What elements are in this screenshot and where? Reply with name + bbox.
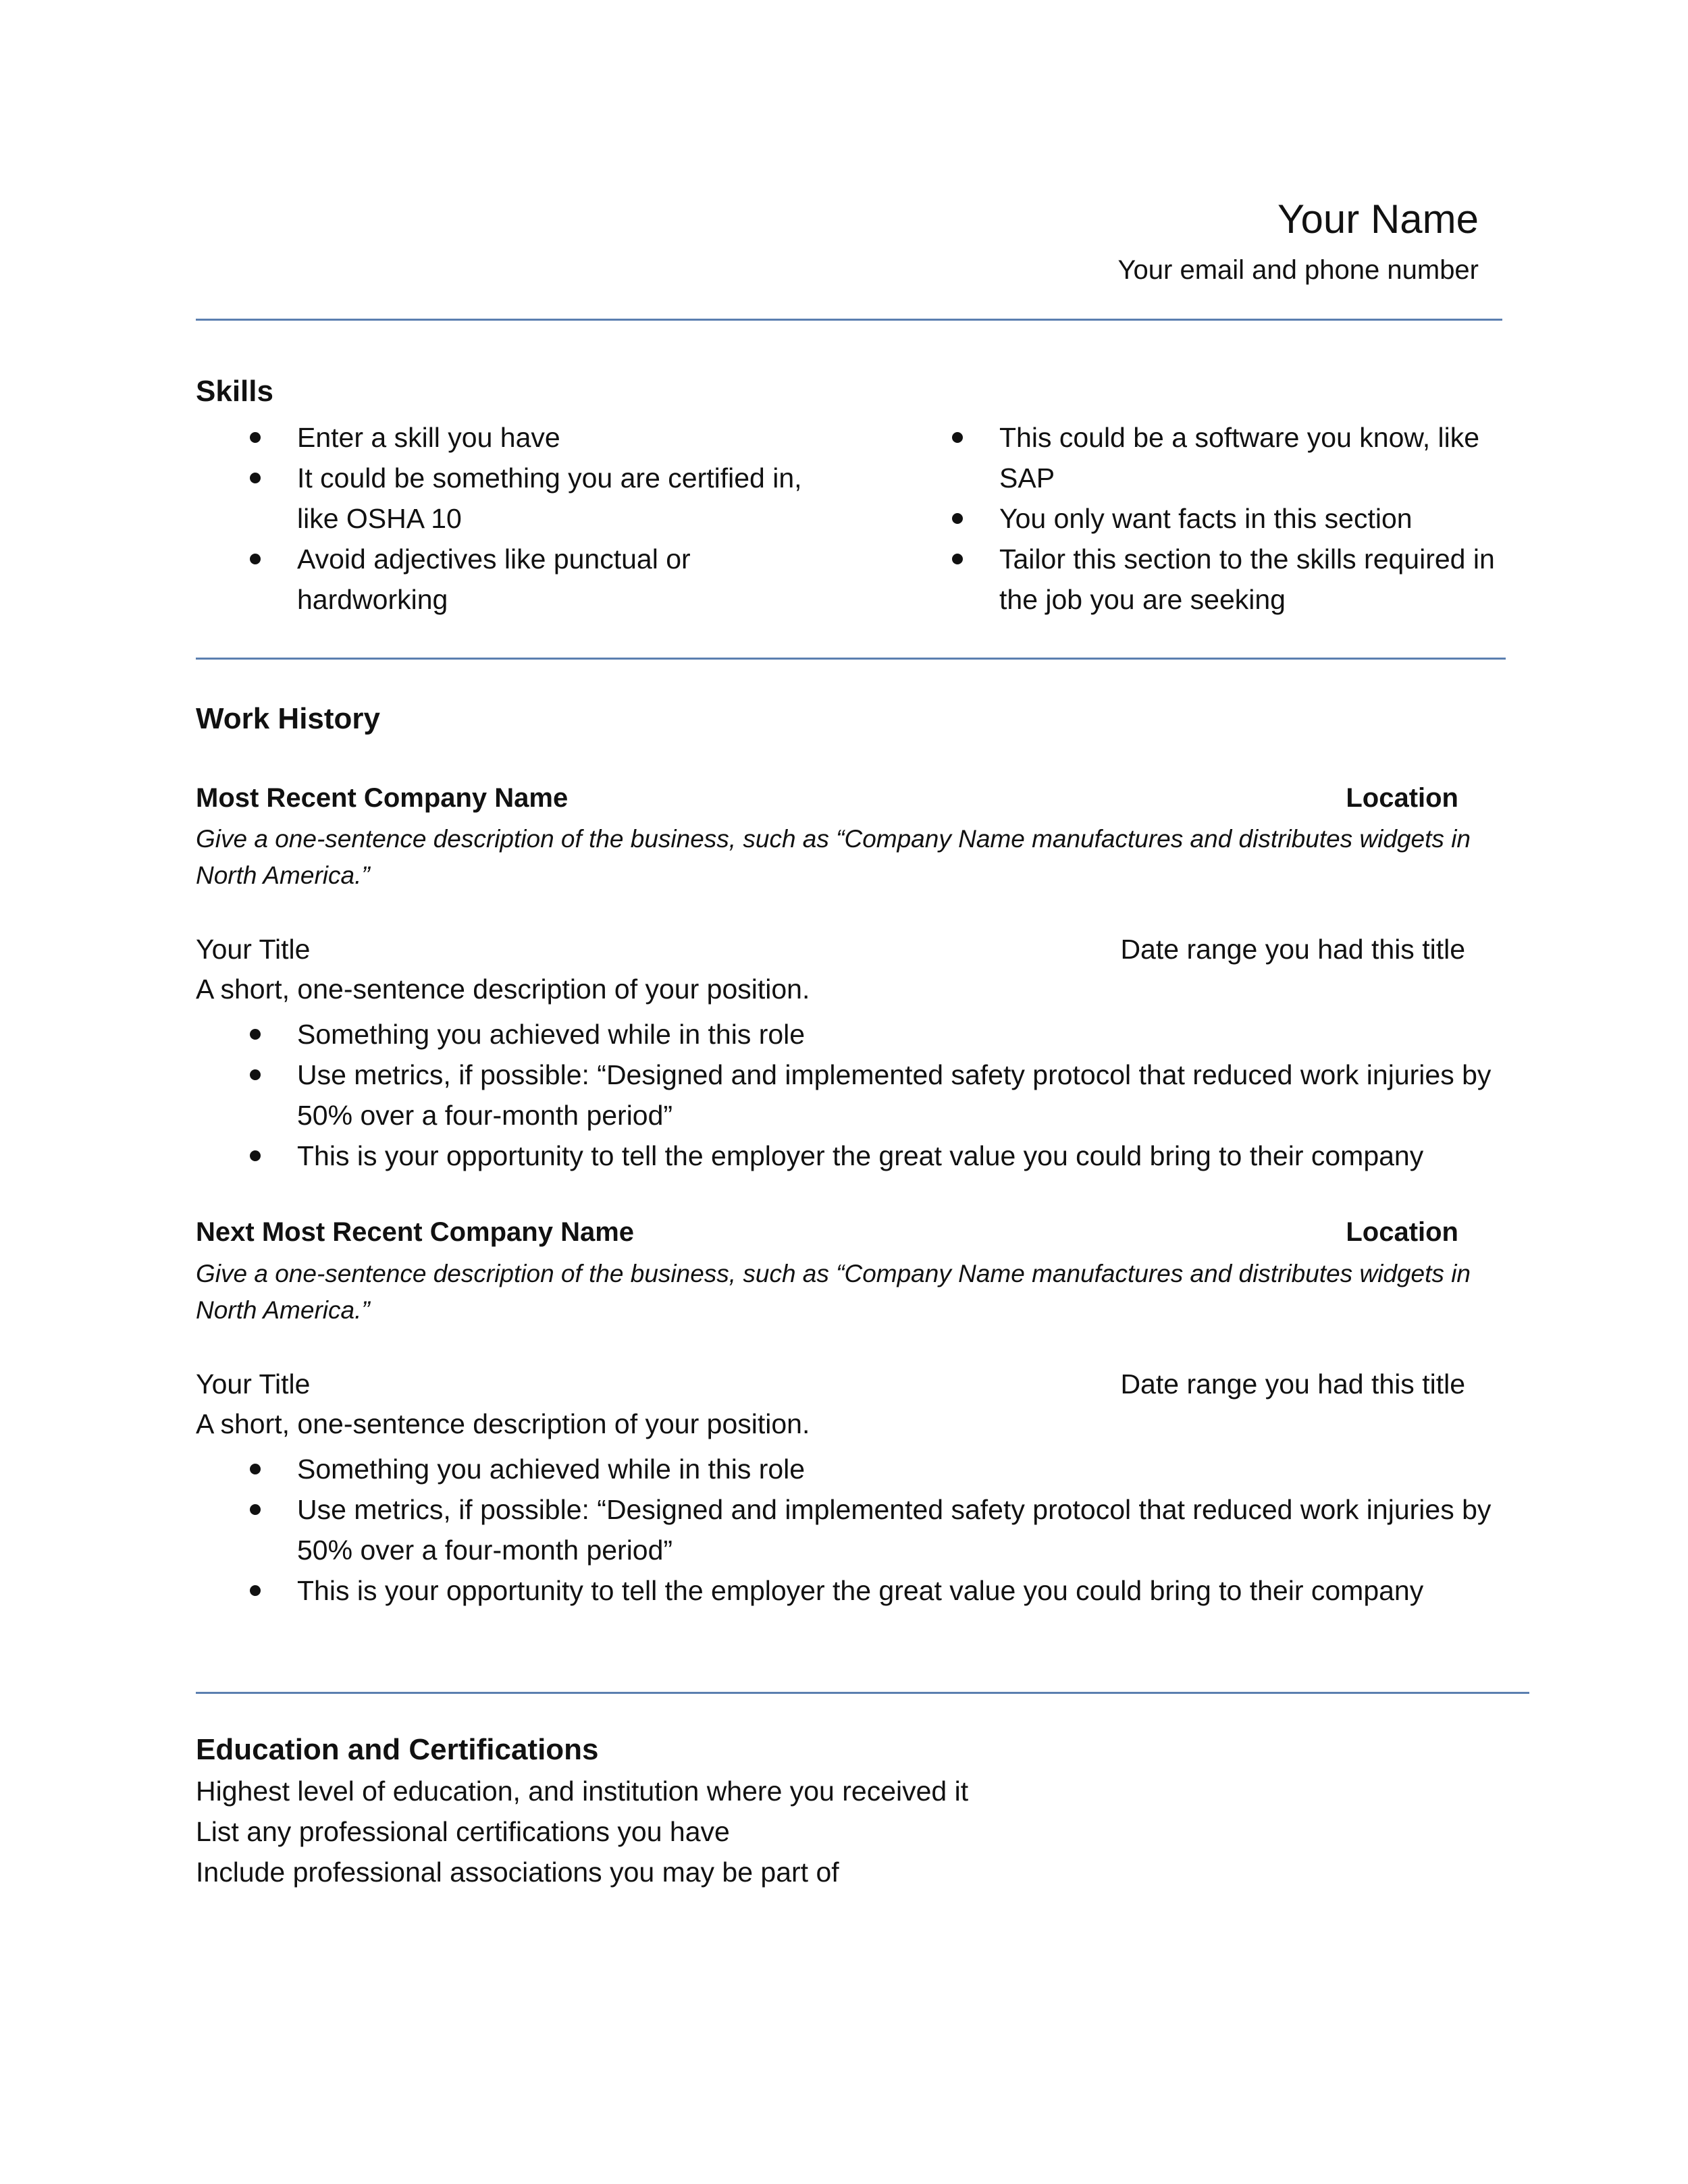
job-dates: Date range you had this title <box>1120 1368 1465 1400</box>
list-item: Tailor this section to the skills required in the job you are seeking <box>898 539 1506 620</box>
list-item: Use metrics, if possible: “Designed and implemented safety protocol that reduced work injuries by 50% over a four-month period” <box>196 1489 1512 1570</box>
job-description: Give a one-sentence description of the business, such as “Company Name manufactures and distributes widgets in North America.” <box>196 1260 1471 1324</box>
work-divider <box>196 1692 1529 1694</box>
job-achievements <box>196 1014 1512 1176</box>
job-company: Most Recent Company Name <box>196 783 569 813</box>
job-dates: Date range you had this title <box>1120 934 1465 965</box>
education-line: Highest level of education, and institution where you received it <box>196 1776 969 1807</box>
list-item: Something you achieved while in this role <box>196 1449 1512 1489</box>
header-divider <box>196 319 1502 321</box>
work-history-heading: Work History <box>196 702 381 735</box>
education-line: List any professional certifications you have <box>196 1816 730 1847</box>
job-company: Next Most Recent Company Name <box>196 1217 635 1247</box>
list-item: It could be something you are certified in, like OSHA 10 <box>196 458 803 539</box>
job-description: Give a one-sentence description of the business, such as “Company Name manufactures and distributes widgets in North America.” <box>196 825 1471 889</box>
candidate-name: Your Name <box>1277 196 1479 242</box>
job-summary: A short, one-sentence description of your position. <box>196 1408 810 1439</box>
skills-list-right <box>898 417 1506 620</box>
list-item: Enter a skill you have <box>196 417 803 458</box>
list-item: Use metrics, if possible: “Designed and implemented safety protocol that reduced work injuries by 50% over a four-month period” <box>196 1055 1512 1136</box>
job-achievements <box>196 1449 1512 1611</box>
skills-heading: Skills <box>196 375 273 408</box>
list-item: You only want facts in this section <box>898 498 1506 539</box>
education-heading: Education and Certifications <box>196 1733 599 1766</box>
job-title: Your Title <box>196 934 311 965</box>
job-title: Your Title <box>196 1368 311 1400</box>
education-line: Include professional associations you may be part of <box>196 1857 839 1888</box>
list-item: This is your opportunity to tell the employer the great value you could bring to their company <box>196 1570 1512 1611</box>
list-item: Avoid adjectives like punctual or hardworking <box>196 539 803 620</box>
contact-info: Your email and phone number <box>1117 255 1479 285</box>
skills-list-left <box>196 417 803 620</box>
job-summary: A short, one-sentence description of your position. <box>196 974 810 1005</box>
list-item: This is your opportunity to tell the employer the great value you could bring to their company <box>196 1136 1512 1176</box>
job-location: Location <box>1346 1217 1458 1247</box>
list-item: Something you achieved while in this role <box>196 1014 1512 1055</box>
job-location: Location <box>1346 783 1458 813</box>
skills-divider <box>196 658 1506 660</box>
list-item: This could be a software you know, like SAP <box>898 417 1506 498</box>
